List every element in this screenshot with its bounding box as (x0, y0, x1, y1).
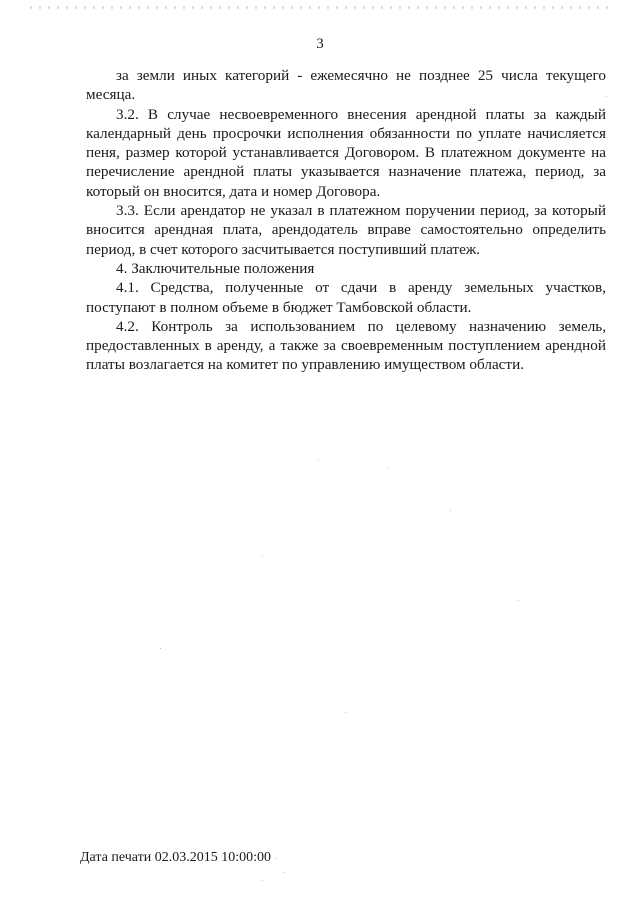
scan-artifact-strip (30, 6, 610, 9)
scan-speck (276, 858, 277, 859)
paragraph-3-2: 3.2. В случае несвоевременного внесения арендной платы за каждый календарный день просрочки исполнения обязанности по уплате начисляется пеня, размер которой устанавливается Договором. В платежном документе на перечисление арендной платы указывается назначение платежа, период, за который он вносится, дата и номер Договора. (86, 105, 606, 200)
scan-speck (160, 648, 161, 649)
scan-speck (284, 872, 285, 873)
scan-speck (388, 468, 389, 469)
scan-speck (262, 880, 263, 881)
scan-speck (606, 96, 607, 97)
page-number: 3 (316, 36, 324, 52)
scan-speck (262, 555, 263, 556)
section-heading-4: 4. Заключительные положения (116, 259, 315, 277)
paragraph-3-3: 3.3. Если арендатор не указал в платежном поручении период, за который вносится арендная плата, арендодатель вправе самостоятельно определить период, в счет которого засчитывается поступивший платеж. (86, 202, 606, 258)
scan-speck (518, 600, 519, 601)
paragraph-4-2: 4.2. Контроль за использованием по целевому назначению земель, предоставленных в аренду, а также за своевременным поступлением арендной платы возлагается на комитет по управлению имуществом области. (86, 317, 606, 374)
paragraph-3-1-continuation: за земли иных категорий - ежемесячно не позднее 25 числа текущего месяца. (86, 67, 606, 104)
print-date-footer: Дата печати 02.03.2015 10:00:00 (80, 850, 272, 865)
scan-speck (318, 460, 319, 461)
document-body (86, 66, 606, 375)
scan-speck (450, 510, 451, 511)
paragraph-4-1: 4.1. Средства, полученные от сдачи в аренду земельных участков, поступают в полном объеме в бюджет Тамбовской области. (86, 279, 606, 316)
scan-speck (345, 712, 346, 713)
